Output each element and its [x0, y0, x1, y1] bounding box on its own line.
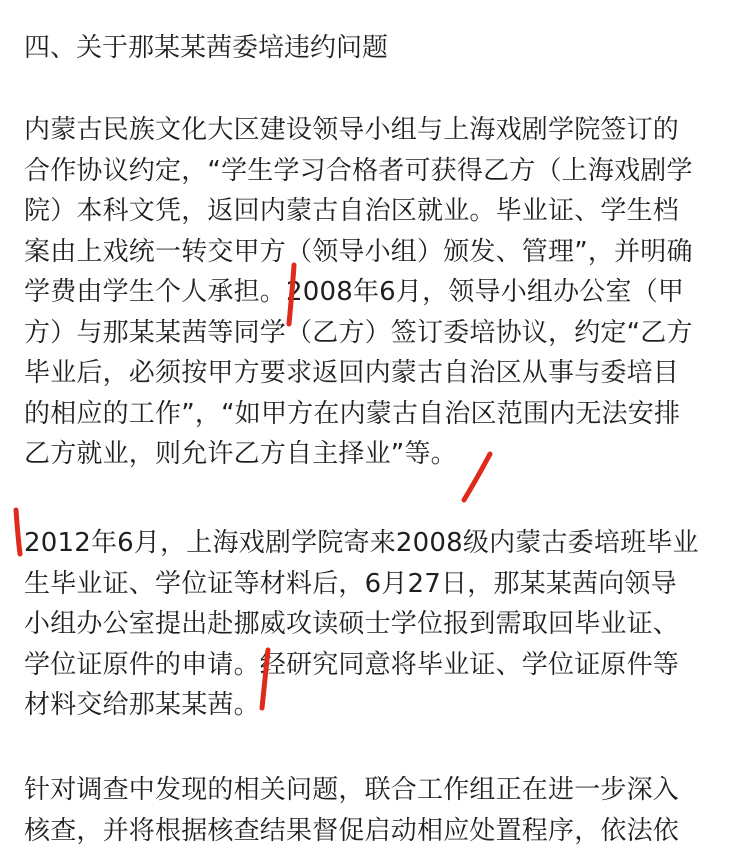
paragraph-agreement [24, 110, 724, 475]
text-line: 乙方就业，则允许乙方自主择业”等。 [24, 439, 457, 469]
paragraph-certificates [24, 523, 724, 726]
paragraph-investigation [24, 770, 724, 851]
text-line: 方）与那某某茜等同学（乙方）签订委培协议，约定“乙方 [24, 317, 693, 348]
red-stroke-mark [284, 262, 300, 328]
text-line: 针对调查中发现的相关问题，联合工作组正在进一步深入 [24, 775, 680, 805]
text-line: 生毕业证、学位证等材料后，6月27日，那某某茜向领导 [24, 568, 677, 599]
text-line: 材料交给那某某茜。 [24, 690, 260, 720]
text-line: 核查，并将根据核查结果督促启动相应处置程序，依法依 [24, 815, 680, 846]
text-line: 院）本科文凭，返回内蒙古自治区就业。毕业证、学生档 [24, 196, 680, 226]
text-line: 小组办公室提出赴挪威攻读硕士学位报到需取回毕业证、 [24, 609, 680, 639]
text-line: 学位证原件的申请。经研究同意将毕业证、学位证原件等 [24, 649, 680, 680]
red-slash-mark [458, 449, 496, 505]
text-line: 的相应的工作”，“如甲方在内蒙古自治区范围内无法安排 [24, 398, 681, 429]
red-stroke-mark [8, 506, 26, 558]
section-heading: 四、关于那某某茜委培违约问题 [24, 33, 389, 63]
red-stroke-mark [256, 646, 274, 712]
text-line: 内蒙古民族文化大区建设领导小组与上海戏剧学院签订的 [24, 115, 680, 145]
text-line: 毕业后，必须按甲方要求返回内蒙古自治区从事与委培目 [24, 358, 680, 388]
text-line: 案由上戏统一转交甲方（领导小组）颁发、管理”，并明确 [24, 236, 693, 267]
text-line: 合作协议约定，“学生学习合格者可获得乙方（上海戏剧学 [24, 155, 693, 186]
text-line: 2012年6月，上海戏剧学院寄来2008级内蒙古委培班毕业 [24, 528, 699, 558]
text-line: 学费由学生个人承担。2008年6月，领导小组办公室（甲 [24, 277, 685, 307]
